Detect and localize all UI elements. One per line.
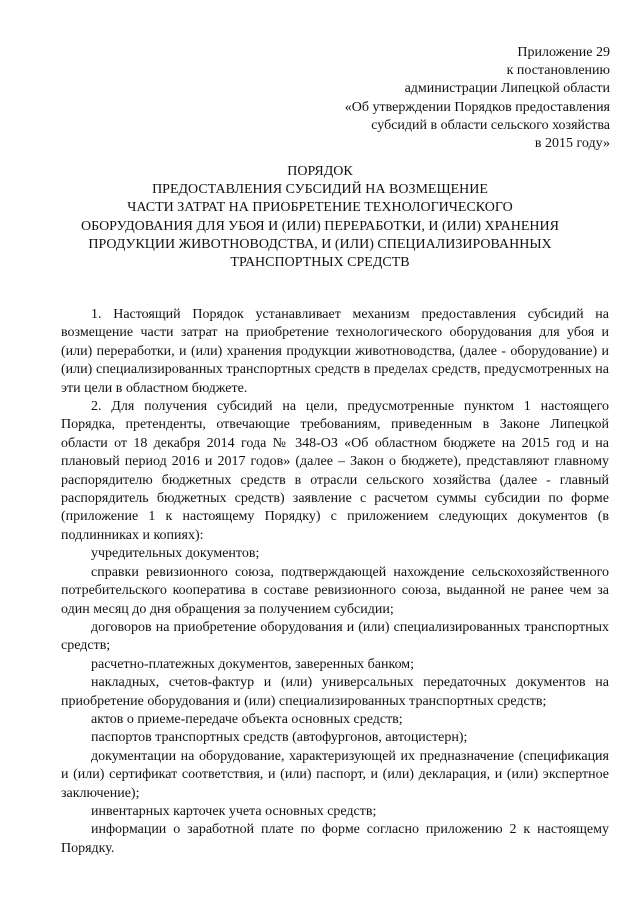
document-title bbox=[60, 163, 580, 272]
appendix-line: Приложение 29 bbox=[517, 45, 610, 60]
title-line: ТРАНСПОРТНЫХ СРЕДСТВ bbox=[230, 255, 410, 271]
document-list-item: информации о заработной плате по форме согласно приложению 2 к настоящему Порядку. bbox=[61, 822, 609, 856]
title-line: ПРЕДОСТАВЛЕНИЯ СУБСИДИЙ НА ВОЗМЕЩЕНИЕ bbox=[152, 182, 488, 198]
document-list-item: документации на оборудование, характеризующей их предназначение (спецификация и (или) сертификат соответствия, и (или) паспорт, и (или) декларация, и (или) экспертное заключение); bbox=[61, 748, 609, 801]
paragraph-2: 2. Для получения субсидий на цели, предусмотренные пунктом 1 настоящего Порядка, претенденты, отвечающие требованиям, приведенным в Законе Липецкой области от 18 декабря 2014 года № 348-ОЗ «Об областном бюджете на 2015 год и на плановый период 2016 и 2017 годов» (далее – Закон о бюджете), представляют главному распорядителю бюджетных средств в отрасли сельского хозяйства (далее - главный распорядитель бюджетных средств) заявление с расчетом суммы субсидии по форме (приложение 1 к настоящему Порядку) с приложением следующих документов (в подлинниках и копиях): bbox=[61, 399, 609, 543]
appendix-line: в 2015 году» bbox=[534, 136, 610, 152]
document-list-item: накладных, счетов-фактур и (или) универсальных передаточных документов на приобретение оборудования и (или) специализированных транспортных средств; bbox=[61, 675, 609, 709]
appendix-line: субсидий в области сельского хозяйства bbox=[371, 117, 610, 133]
title-line: ЧАСТИ ЗАТРАТ НА ПРИОБРЕТЕНИЕ ТЕХНОЛОГИЧЕСКОГО bbox=[127, 200, 513, 216]
appendix-line: администрации Липецкой области bbox=[404, 81, 610, 97]
appendix-line: «Об утверждении Порядков предоставления bbox=[344, 99, 610, 115]
appendix-line: к постановлению bbox=[506, 63, 610, 79]
document-list-item: учредительных документов; bbox=[91, 546, 260, 562]
document-list-item: справки ревизионного союза, подтверждающей нахождение сельскохозяйственного потребительского кооператива в составе ревизионного союза, выданной не ранее чем за один месяц до дня обращения за получением субсидии; bbox=[61, 564, 609, 617]
paragraph-1: 1. Настоящий Порядок устанавливает механизм предоставления субсидий на возмещение части затрат на приобретение технологического оборудования для убоя и (или) переработки, и (или) хранения продукции животноводства, (далее - оборудование) и (или) специализированных транспортных средств в пределах средств, предусмотренных на эти цели в областном бюджете. bbox=[61, 307, 609, 396]
document-list-item: паспортов транспортных средств (автофургонов, автоцистерн); bbox=[91, 730, 468, 746]
appendix-header bbox=[280, 44, 610, 153]
document-body bbox=[61, 306, 609, 858]
document-list-item: актов о приеме-передаче объекта основных средств; bbox=[91, 711, 403, 727]
title-line: ПОРЯДОК bbox=[287, 164, 353, 179]
document-list-item: расчетно-платежных документов, заверенных банком; bbox=[91, 656, 415, 672]
title-line: ОБОРУДОВАНИЯ ДЛЯ УБОЯ И (ИЛИ) ПЕРЕРАБОТКИ, И (ИЛИ) ХРАНЕНИЯ bbox=[81, 218, 559, 234]
title-line: ПРОДУКЦИИ ЖИВОТНОВОДСТВА, И (ИЛИ) СПЕЦИАЛИЗИРОВАННЫХ bbox=[88, 236, 552, 252]
document-list-item: договоров на приобретение оборудования и (или) специализированных транспортных средств; bbox=[61, 619, 609, 654]
document-list-item: инвентарных карточек учета основных средств; bbox=[91, 803, 377, 819]
